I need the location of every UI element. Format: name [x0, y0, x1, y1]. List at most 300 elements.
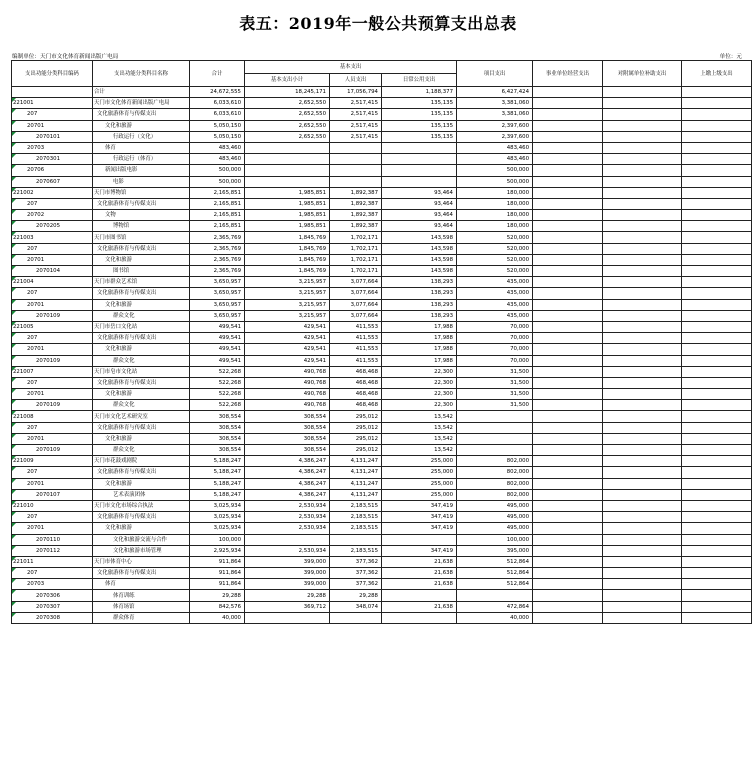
empty-cell: [603, 98, 682, 109]
personnel-cell: 2,183,515: [330, 500, 382, 511]
empty-cell: [533, 556, 603, 567]
empty-cell: [682, 400, 752, 411]
code-cell: 207: [12, 568, 93, 579]
total-cell: 500,000: [190, 176, 245, 187]
name-cell: 天门市文化艺术研究室: [93, 411, 190, 422]
empty-cell: [603, 232, 682, 243]
total-cell: 522,268: [190, 366, 245, 377]
empty-cell: [533, 612, 603, 623]
empty-cell: [533, 389, 603, 400]
basic-subtotal-cell: 1,985,851: [245, 221, 330, 232]
personnel-cell: 17,056,794: [330, 87, 382, 98]
currency-unit: 单位：元: [719, 54, 742, 60]
total-cell: 2,365,769: [190, 232, 245, 243]
name-cell: 文化旅游体育与传媒支出: [93, 198, 190, 209]
table-row: [12, 254, 752, 265]
project-cell: 31,500: [457, 377, 533, 388]
empty-cell: [533, 254, 603, 265]
header-upper: 上缴上级支出: [682, 61, 752, 87]
public-cell: 255,000: [382, 456, 457, 467]
total-cell: 6,033,610: [190, 109, 245, 120]
empty-cell: [603, 590, 682, 601]
empty-cell: [533, 355, 603, 366]
basic-subtotal-cell: 308,554: [245, 445, 330, 456]
empty-cell: [603, 254, 682, 265]
empty-cell: [603, 187, 682, 198]
public-cell: [382, 154, 457, 165]
project-cell: [457, 411, 533, 422]
empty-cell: [682, 445, 752, 456]
empty-cell: [682, 165, 752, 176]
code-cell: 221004: [12, 277, 93, 288]
name-cell: 行政运行（文化）: [93, 131, 190, 142]
empty-cell: [682, 422, 752, 433]
basic-subtotal-cell: 1,845,769: [245, 254, 330, 265]
code-cell: 20701: [12, 433, 93, 444]
name-cell: 文化旅游体育与传媒支出: [93, 422, 190, 433]
personnel-cell: [330, 154, 382, 165]
project-cell: 40,000: [457, 612, 533, 623]
basic-subtotal-cell: 2,652,550: [245, 98, 330, 109]
name-cell: 群众文化: [93, 400, 190, 411]
personnel-cell: 1,702,171: [330, 266, 382, 277]
name-cell: 文化旅游体育与传媒支出: [93, 467, 190, 478]
personnel-cell: [330, 176, 382, 187]
public-cell: 21,638: [382, 579, 457, 590]
personnel-cell: 1,892,387: [330, 210, 382, 221]
project-cell: 483,460: [457, 154, 533, 165]
personnel-cell: 1,892,387: [330, 198, 382, 209]
code-cell: 207: [12, 243, 93, 254]
basic-subtotal-cell: 369,712: [245, 601, 330, 612]
empty-cell: [603, 556, 682, 567]
basic-subtotal-cell: 429,541: [245, 333, 330, 344]
empty-cell: [533, 366, 603, 377]
table-row: [12, 500, 752, 511]
public-cell: 13,542: [382, 445, 457, 456]
public-cell: 255,000: [382, 467, 457, 478]
code-cell: 2070301: [12, 154, 93, 165]
empty-cell: [682, 512, 752, 523]
table-row: [12, 310, 752, 321]
total-cell: 3,650,957: [190, 310, 245, 321]
public-cell: 22,300: [382, 389, 457, 400]
name-cell: 文化和旅游: [93, 344, 190, 355]
table-row: [12, 612, 752, 623]
table-row: [12, 142, 752, 153]
basic-subtotal-cell: 2,652,550: [245, 131, 330, 142]
personnel-cell: 377,362: [330, 568, 382, 579]
public-cell: 135,135: [382, 131, 457, 142]
name-cell: 天门市岳口文化站: [93, 321, 190, 332]
total-cell: 308,554: [190, 445, 245, 456]
code-cell: 207: [12, 109, 93, 120]
code-cell: 2070205: [12, 221, 93, 232]
personnel-cell: 3,077,664: [330, 299, 382, 310]
project-cell: 495,000: [457, 512, 533, 523]
empty-cell: [682, 109, 752, 120]
personnel-cell: 468,468: [330, 366, 382, 377]
empty-cell: [603, 277, 682, 288]
total-cell: 500,000: [190, 165, 245, 176]
empty-cell: [682, 612, 752, 623]
personnel-cell: 2,183,515: [330, 512, 382, 523]
name-cell: 文化和旅游: [93, 254, 190, 265]
personnel-cell: 1,702,171: [330, 254, 382, 265]
empty-cell: [533, 87, 603, 98]
code-cell: 20703: [12, 579, 93, 590]
public-cell: 1,188,377: [382, 87, 457, 98]
basic-subtotal-cell: 2,652,550: [245, 109, 330, 120]
name-cell: 图书馆: [93, 266, 190, 277]
empty-cell: [603, 377, 682, 388]
empty-cell: [682, 355, 752, 366]
project-cell: 180,000: [457, 198, 533, 209]
personnel-cell: 3,077,664: [330, 277, 382, 288]
project-cell: 70,000: [457, 333, 533, 344]
public-cell: 255,000: [382, 489, 457, 500]
public-cell: 138,293: [382, 299, 457, 310]
basic-subtotal-cell: 490,768: [245, 389, 330, 400]
empty-cell: [603, 120, 682, 131]
empty-cell: [533, 210, 603, 221]
code-cell: 2070109: [12, 445, 93, 456]
table-row: [12, 131, 752, 142]
name-cell: 天门市体育中心: [93, 556, 190, 567]
personnel-cell: 295,012: [330, 445, 382, 456]
empty-cell: [533, 232, 603, 243]
code-cell: 221011: [12, 556, 93, 567]
basic-subtotal-cell: 3,215,957: [245, 288, 330, 299]
personnel-cell: 377,362: [330, 556, 382, 567]
table-row: [12, 489, 752, 500]
table-row: [12, 321, 752, 332]
project-cell: 512,864: [457, 568, 533, 579]
header-name: 支出功能分类科目名称: [93, 61, 190, 87]
project-cell: 180,000: [457, 221, 533, 232]
public-cell: 21,638: [382, 601, 457, 612]
total-cell: 6,033,610: [190, 98, 245, 109]
empty-cell: [533, 433, 603, 444]
table-row: [12, 187, 752, 198]
personnel-cell: 411,553: [330, 355, 382, 366]
empty-cell: [682, 154, 752, 165]
total-cell: 5,188,247: [190, 478, 245, 489]
table-row: [12, 590, 752, 601]
public-cell: 17,988: [382, 333, 457, 344]
empty-cell: [533, 445, 603, 456]
total-cell: 499,541: [190, 333, 245, 344]
public-cell: 135,135: [382, 98, 457, 109]
public-cell: 255,000: [382, 478, 457, 489]
project-cell: 435,000: [457, 310, 533, 321]
empty-cell: [682, 187, 752, 198]
basic-subtotal-cell: 18,245,171: [245, 87, 330, 98]
total-cell: 100,000: [190, 534, 245, 545]
empty-cell: [533, 579, 603, 590]
code-cell: 207: [12, 467, 93, 478]
empty-cell: [603, 467, 682, 478]
project-cell: 6,427,424: [457, 87, 533, 98]
basic-subtotal-cell: 3,215,957: [245, 310, 330, 321]
personnel-cell: 2,517,415: [330, 98, 382, 109]
empty-cell: [682, 590, 752, 601]
basic-subtotal-cell: 490,768: [245, 400, 330, 411]
empty-cell: [682, 232, 752, 243]
public-cell: 13,542: [382, 422, 457, 433]
empty-cell: [603, 210, 682, 221]
basic-subtotal-cell: 429,541: [245, 344, 330, 355]
empty-cell: [603, 579, 682, 590]
public-cell: 143,598: [382, 243, 457, 254]
total-cell: 24,672,555: [190, 87, 245, 98]
empty-cell: [682, 198, 752, 209]
project-cell: 435,000: [457, 288, 533, 299]
empty-cell: [533, 512, 603, 523]
personnel-cell: [330, 612, 382, 623]
header-basic: 基本支出: [245, 61, 457, 74]
personnel-cell: [330, 165, 382, 176]
basic-subtotal-cell: [245, 176, 330, 187]
empty-cell: [603, 221, 682, 232]
empty-cell: [533, 266, 603, 277]
basic-subtotal-cell: 2,530,934: [245, 512, 330, 523]
total-cell: 5,188,247: [190, 489, 245, 500]
public-cell: 138,293: [382, 310, 457, 321]
table-row: [12, 433, 752, 444]
empty-cell: [682, 221, 752, 232]
personnel-cell: 295,012: [330, 411, 382, 422]
code-cell: 221009: [12, 456, 93, 467]
empty-cell: [533, 299, 603, 310]
total-cell: 499,541: [190, 355, 245, 366]
project-cell: 500,000: [457, 176, 533, 187]
name-cell: 体育: [93, 579, 190, 590]
table-row: [12, 478, 752, 489]
project-cell: 802,000: [457, 467, 533, 478]
basic-subtotal-cell: [245, 534, 330, 545]
total-cell: 2,365,769: [190, 254, 245, 265]
empty-cell: [682, 299, 752, 310]
project-cell: 512,864: [457, 579, 533, 590]
public-cell: 17,988: [382, 321, 457, 332]
project-cell: 472,864: [457, 601, 533, 612]
empty-cell: [603, 534, 682, 545]
code-cell: 20701: [12, 344, 93, 355]
total-cell: 911,864: [190, 568, 245, 579]
public-cell: 143,598: [382, 266, 457, 277]
empty-cell: [533, 377, 603, 388]
personnel-cell: 411,553: [330, 344, 382, 355]
code-cell: 2070109: [12, 400, 93, 411]
empty-cell: [603, 445, 682, 456]
basic-subtotal-cell: 2,530,934: [245, 500, 330, 511]
empty-cell: [533, 131, 603, 142]
total-cell: 3,025,934: [190, 500, 245, 511]
table-row: [12, 154, 752, 165]
empty-cell: [533, 154, 603, 165]
personnel-cell: 295,012: [330, 422, 382, 433]
empty-cell: [682, 478, 752, 489]
empty-cell: [533, 109, 603, 120]
empty-cell: [533, 590, 603, 601]
empty-cell: [682, 210, 752, 221]
personnel-cell: 2,517,415: [330, 109, 382, 120]
code-cell: 2070107: [12, 489, 93, 500]
personnel-cell: 348,074: [330, 601, 382, 612]
basic-subtotal-cell: 429,541: [245, 321, 330, 332]
total-cell: 308,554: [190, 411, 245, 422]
project-cell: 520,000: [457, 243, 533, 254]
basic-subtotal-cell: 3,215,957: [245, 299, 330, 310]
table-row: [12, 333, 752, 344]
code-cell: 20701: [12, 254, 93, 265]
public-cell: 135,135: [382, 109, 457, 120]
empty-cell: [603, 154, 682, 165]
empty-cell: [603, 366, 682, 377]
basic-subtotal-cell: 429,541: [245, 355, 330, 366]
code-cell: 20701: [12, 478, 93, 489]
personnel-cell: 295,012: [330, 433, 382, 444]
personnel-cell: 1,892,387: [330, 221, 382, 232]
code-cell: 207: [12, 198, 93, 209]
total-cell: 3,650,957: [190, 288, 245, 299]
empty-cell: [533, 321, 603, 332]
basic-subtotal-cell: 308,554: [245, 411, 330, 422]
basic-subtotal-cell: 490,768: [245, 377, 330, 388]
total-cell: 2,165,851: [190, 221, 245, 232]
empty-cell: [533, 534, 603, 545]
table-row: [12, 98, 752, 109]
empty-cell: [682, 601, 752, 612]
empty-cell: [603, 333, 682, 344]
personnel-cell: 2,183,515: [330, 545, 382, 556]
code-cell: 221010: [12, 500, 93, 511]
public-cell: 143,598: [382, 232, 457, 243]
code-cell: 207: [12, 377, 93, 388]
empty-cell: [533, 176, 603, 187]
basic-subtotal-cell: 2,652,550: [245, 120, 330, 131]
empty-cell: [533, 221, 603, 232]
total-cell: 29,288: [190, 590, 245, 601]
empty-cell: [682, 467, 752, 478]
name-cell: 群众文化: [93, 310, 190, 321]
basic-subtotal-cell: 1,845,769: [245, 243, 330, 254]
empty-cell: [533, 568, 603, 579]
empty-cell: [603, 109, 682, 120]
public-cell: [382, 590, 457, 601]
code-cell: 20702: [12, 210, 93, 221]
project-cell: 180,000: [457, 210, 533, 221]
code-cell: 2070110: [12, 534, 93, 545]
code-cell: 2070307: [12, 601, 93, 612]
empty-cell: [682, 344, 752, 355]
basic-subtotal-cell: 4,386,247: [245, 467, 330, 478]
empty-cell: [682, 456, 752, 467]
table-row: [12, 198, 752, 209]
table-row: [12, 232, 752, 243]
empty-cell: [533, 142, 603, 153]
name-cell: 文化旅游体育与传媒支出: [93, 377, 190, 388]
basic-subtotal-cell: [245, 154, 330, 165]
empty-cell: [533, 120, 603, 131]
empty-cell: [603, 568, 682, 579]
empty-cell: [682, 377, 752, 388]
empty-cell: [533, 333, 603, 344]
project-cell: 500,000: [457, 165, 533, 176]
project-cell: 802,000: [457, 489, 533, 500]
empty-cell: [682, 131, 752, 142]
basic-subtotal-cell: [245, 165, 330, 176]
basic-subtotal-cell: 2,530,934: [245, 545, 330, 556]
personnel-cell: [330, 534, 382, 545]
personnel-cell: 4,131,247: [330, 478, 382, 489]
public-cell: 21,638: [382, 556, 457, 567]
empty-cell: [682, 534, 752, 545]
code-cell: 2070607: [12, 176, 93, 187]
name-cell: 合计: [93, 87, 190, 98]
personnel-cell: 1,892,387: [330, 187, 382, 198]
empty-cell: [603, 266, 682, 277]
project-cell: 100,000: [457, 534, 533, 545]
name-cell: 体育场馆: [93, 601, 190, 612]
name-cell: 天门市图书馆: [93, 232, 190, 243]
project-cell: [457, 590, 533, 601]
table-row: [12, 512, 752, 523]
basic-subtotal-cell: 1,985,851: [245, 210, 330, 221]
total-cell: 483,460: [190, 154, 245, 165]
name-cell: 天门市文化体育新闻出版广电局: [93, 98, 190, 109]
table-row: [12, 568, 752, 579]
project-cell: 2,397,600: [457, 131, 533, 142]
table-row: [12, 165, 752, 176]
public-cell: 13,542: [382, 433, 457, 444]
personnel-cell: 468,468: [330, 389, 382, 400]
code-cell: 2070104: [12, 266, 93, 277]
table-row: [12, 176, 752, 187]
empty-cell: [682, 489, 752, 500]
empty-cell: [682, 254, 752, 265]
total-cell: 5,050,150: [190, 120, 245, 131]
empty-cell: [533, 489, 603, 500]
empty-cell: [682, 120, 752, 131]
name-cell: 文化和旅游: [93, 299, 190, 310]
personnel-cell: 2,517,415: [330, 120, 382, 131]
basic-subtotal-cell: [245, 612, 330, 623]
empty-cell: [533, 601, 603, 612]
table-row: [12, 411, 752, 422]
basic-subtotal-cell: 2,530,934: [245, 523, 330, 534]
empty-cell: [682, 556, 752, 567]
total-cell: 2,365,769: [190, 266, 245, 277]
name-cell: 文化旅游体育与传媒支出: [93, 109, 190, 120]
basic-subtotal-cell: 3,215,957: [245, 277, 330, 288]
empty-cell: [603, 344, 682, 355]
empty-cell: [533, 187, 603, 198]
personnel-cell: 1,702,171: [330, 243, 382, 254]
personnel-cell: 4,131,247: [330, 456, 382, 467]
code-cell: 20703: [12, 142, 93, 153]
total-cell: 911,864: [190, 579, 245, 590]
empty-cell: [603, 87, 682, 98]
code-cell: 2070306: [12, 590, 93, 601]
budget-table: [11, 60, 752, 624]
personnel-cell: 4,131,247: [330, 467, 382, 478]
empty-cell: [533, 411, 603, 422]
table-row: [12, 523, 752, 534]
name-cell: 文化旅游体育与传媒支出: [93, 568, 190, 579]
empty-cell: [603, 389, 682, 400]
